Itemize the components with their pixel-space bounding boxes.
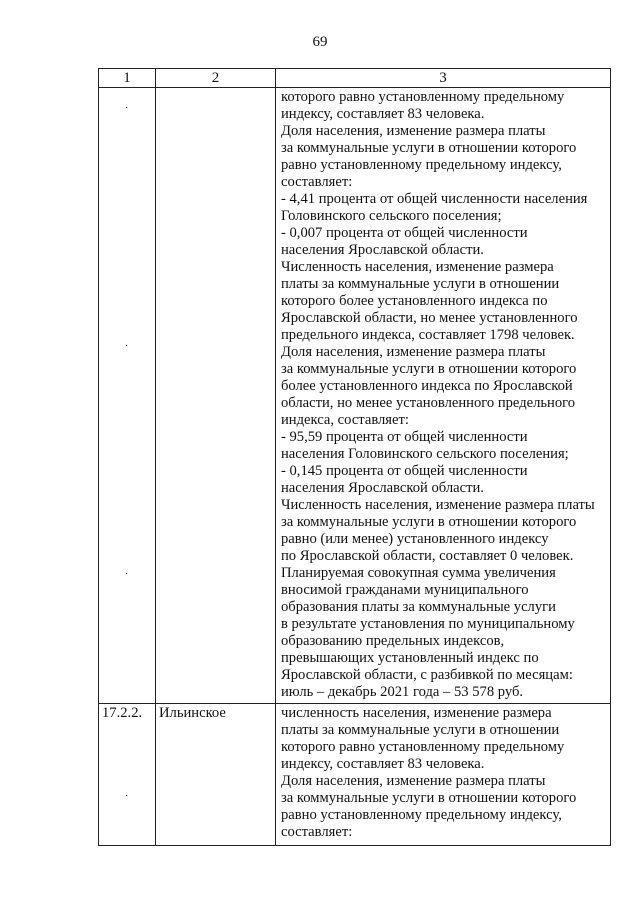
text-line: равно (или менее) установленного индексу [281,531,549,547]
settlement-name: Ильинское [159,705,226,721]
text-line: составляет: [281,824,353,840]
text-line: за коммунальные услуги в отношении которого [281,790,577,806]
text-line: платы за коммунальные услуги в отношении [281,276,560,292]
name-cell [156,88,276,704]
text-line: Численность населения, изменение размера платы [281,497,595,513]
document-table [98,68,611,846]
scan-dot: · [125,791,129,802]
table-header-row [99,69,611,88]
text-line: Головинского сельского поселения; [281,208,502,224]
text-line: - 0,145 процента от общей численности [281,463,528,479]
row-number-cell [99,704,156,846]
column-header-2: 2 [156,69,276,88]
name-cell [156,704,276,846]
text-line: Ярославской области, с разбивкой по месяцам: [281,667,573,683]
text-line: в результате установления по муниципальному [281,616,575,632]
text-line: Ярославской области, но менее установленного [281,310,578,326]
text-line: образования платы за коммунальные услуги [281,599,556,615]
text-line: - 4,41 процента от общей численности населения [281,191,588,207]
page-number: 69 [312,34,328,50]
row-number-cell [99,88,156,704]
text-line: которого более установленного индекса по [281,293,548,309]
text-line: за коммунальные услуги в отношении которого [281,361,577,377]
scan-dot: · [125,103,129,114]
text-line: Планируемая совокупная сумма увеличения [281,565,556,581]
text-line: индексу, составляет 83 человека. [281,106,485,122]
column-header-3: 3 [276,69,611,88]
text-line: Доля населения, изменение размера платы [281,123,546,139]
text-line: численность населения, изменение размера [281,705,552,721]
text-line: области, но менее установленного предельного [281,395,576,411]
text-line: за коммунальные услуги в отношении которого [281,140,577,156]
text-line: образованию предельных индексов, [281,633,505,649]
text-line: июль – декабрь 2021 года – 53 578 руб. [281,684,524,700]
text-line: - 0,007 процента от общей численности [281,225,528,241]
table-row [99,88,611,704]
text-line: за коммунальные услуги в отношении которого [281,514,577,530]
text-line: по Ярославской области, составляет 0 человек. [281,548,574,564]
text-line: населения Ярославской области. [281,480,484,496]
text-line: которого равно установленному предельному [281,739,565,755]
scan-dot: · [125,569,129,580]
description-cell [276,88,611,704]
text-line: индекса, составляет: [281,412,409,428]
text-line: предельного индекса, составляет 1798 человек. [281,327,575,343]
text-line: Доля населения, изменение размера платы [281,344,546,360]
text-line: более установленного индекса по Ярославской [281,378,573,394]
text-line: Численность населения, изменение размера [281,259,554,275]
text-line: составляет: [281,174,353,190]
text-line: Доля населения, изменение размера платы [281,773,546,789]
row-number: 17.2.2. [102,705,143,721]
text-line: превышающих установленный индекс по [281,650,539,666]
text-line: вносимой гражданами муниципального [281,582,529,598]
text-line: населения Ярославской области. [281,242,484,258]
text-line: индексу, составляет 83 человека. [281,756,485,772]
column-header-1: 1 [99,69,156,88]
text-line: которого равно установленному предельному [281,89,565,105]
description-cell [276,704,611,846]
text-line: населения Головинского сельского поселения; [281,446,569,462]
scan-dot: · [125,341,129,352]
text-line: - 95,59 процента от общей численности [281,429,528,445]
text-line: платы за коммунальные услуги в отношении [281,722,560,738]
text-line: равно установленному предельному индексу, [281,807,562,823]
table-row [99,704,611,846]
text-line: равно установленному предельному индексу, [281,157,562,173]
